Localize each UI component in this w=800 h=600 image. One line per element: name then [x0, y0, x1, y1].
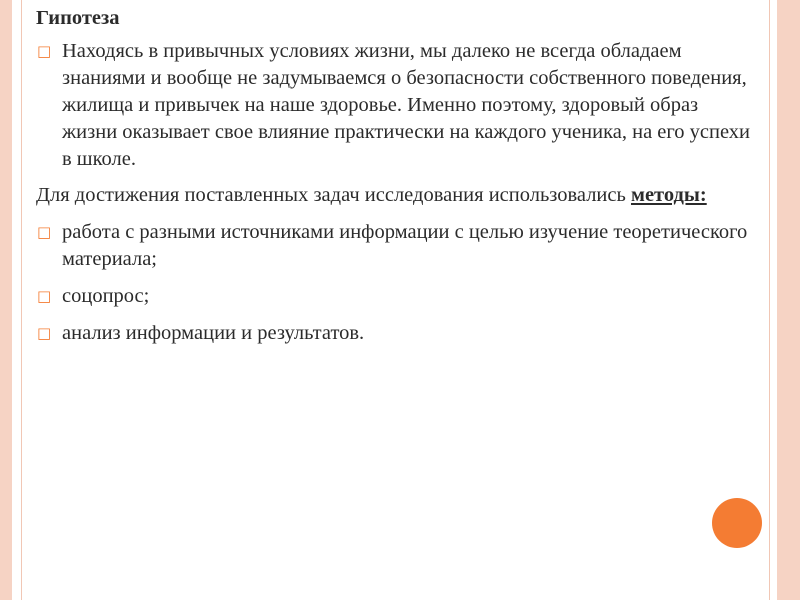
bullet-icon: □ [37, 42, 52, 60]
methods-label: методы: [630, 184, 707, 206]
hypothesis-item [36, 38, 756, 173]
hypothesis-text: Находясь в привычных условиях жизни, мы далеко не всегда обладаем знаниями и вообще не задумываемся о безопасности собственного поведения, жилища и привычек на наше здоровье. Именно поэтому, здоровый образ жизни оказывает свое влияние практически на каждого ученика, на его успехи в школе. [62, 40, 751, 170]
left-border-line [21, 0, 22, 600]
right-border-band [777, 0, 800, 600]
method-item [36, 283, 756, 310]
method-item [36, 320, 756, 347]
method-text: анализ информации и результатов. [62, 322, 365, 344]
bullet-icon: □ [37, 287, 52, 305]
slide-content [36, 5, 756, 357]
bullet-icon: □ [37, 223, 52, 241]
method-item [36, 219, 756, 273]
decorative-orange-circle [712, 498, 762, 548]
method-text: соцопрос; [62, 285, 150, 307]
methods-intro-text: Для достижения поставленных задач исследования использовались [36, 184, 626, 206]
slide-heading: Гипотеза [36, 7, 120, 29]
bullet-icon: □ [37, 324, 52, 342]
method-text: работа с разными источниками информации с целью изучение теоретического материала; [62, 221, 748, 270]
methods-intro-paragraph [36, 182, 756, 209]
left-border-band [0, 0, 12, 600]
right-border-line [769, 0, 770, 600]
